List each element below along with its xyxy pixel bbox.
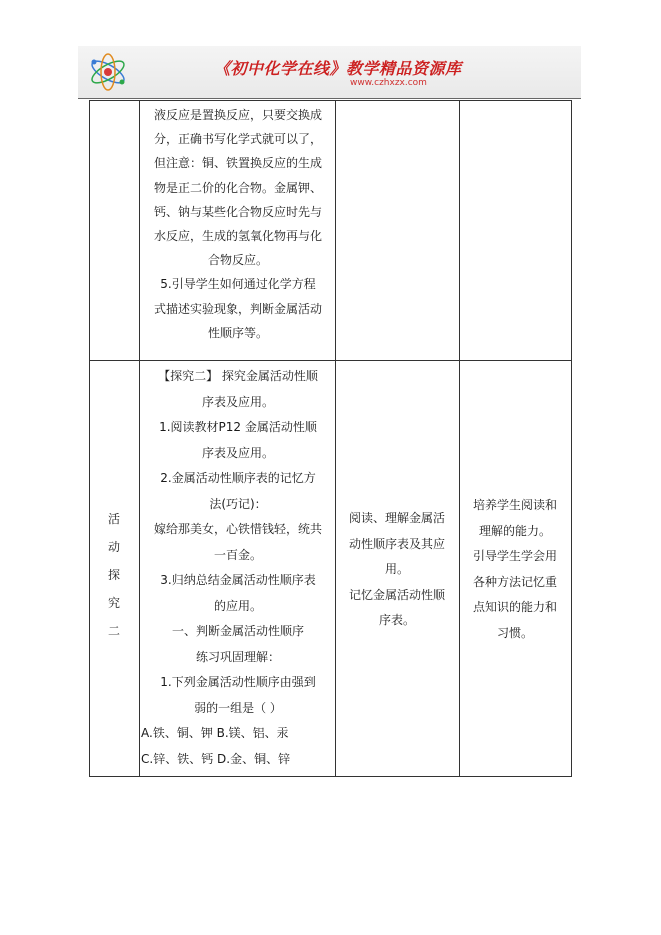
table-border-right bbox=[571, 100, 572, 777]
header-banner bbox=[78, 46, 581, 98]
text-line: 记忆金属活动性顺 bbox=[348, 587, 445, 602]
text-line: 【探究二】 探究金属活动性顺 bbox=[158, 369, 318, 383]
row2-teacher-activity bbox=[141, 364, 335, 772]
header-divider bbox=[78, 98, 581, 99]
text-line: 嫁给那美女，心铁惜钱轻，统共 bbox=[153, 522, 322, 536]
stage-char: 动 bbox=[107, 540, 120, 554]
table-divider-2 bbox=[335, 100, 336, 777]
table-row-divider bbox=[89, 360, 572, 361]
text-line: 序表。 bbox=[378, 613, 415, 627]
text-line: 练习巩固理解： bbox=[195, 649, 280, 664]
text-line: 理解的能力。 bbox=[478, 523, 551, 538]
text-line: 分，正确书写化学式就可以了， bbox=[153, 132, 322, 147]
stage-char: 二 bbox=[107, 624, 120, 638]
text-line: 培养学生阅读和 bbox=[472, 498, 557, 512]
text-line: 序表及应用。 bbox=[201, 394, 274, 409]
text-line: 但注意：铜、铁置换反应的生成 bbox=[153, 156, 322, 171]
stage-char: 究 bbox=[107, 596, 120, 610]
row2-student-activity bbox=[337, 506, 457, 634]
logo-icon bbox=[86, 52, 130, 92]
text-line: 用。 bbox=[384, 562, 409, 576]
text-line: 性顺序等。 bbox=[207, 325, 268, 340]
text-line: 引导学生学会用 bbox=[472, 549, 557, 563]
text-line: 一百金。 bbox=[213, 547, 262, 562]
text-line: 5.引导学生如何通过化学方程 bbox=[160, 277, 316, 292]
text-line: 序表及应用。 bbox=[201, 445, 274, 460]
text-line: 一、判断金属活动性顺序 bbox=[171, 624, 304, 638]
text-line: 阅读、理解金属活 bbox=[348, 511, 445, 525]
row2-design-intent bbox=[461, 493, 569, 646]
header-title: 《初中化学在线》教学精品资源库 bbox=[214, 59, 462, 78]
table-border-left bbox=[89, 100, 90, 777]
text-line: 3.归纳总结金属活动性顺序表 bbox=[160, 573, 316, 587]
text-line: 液反应是置换反应，只要交换成 bbox=[153, 108, 322, 122]
table-border-top bbox=[89, 100, 572, 101]
text-line: 1.阅读教材P12 金属活动性顺 bbox=[159, 420, 317, 434]
text-line: 式描述实验现象，判断金属活动 bbox=[153, 301, 322, 316]
stage-char: 活 bbox=[107, 512, 120, 526]
table-divider-1 bbox=[139, 100, 140, 777]
text-line: 的应用。 bbox=[213, 598, 262, 613]
text-line: 点知识的能力和 bbox=[472, 600, 557, 614]
table-border-bottom bbox=[89, 776, 572, 777]
header-url: www.czhxzx.com bbox=[350, 78, 427, 88]
text-line: C.锌、铁、钙 D.金、铜、锌 bbox=[141, 751, 291, 766]
text-line: 水反应，生成的氢氧化物再与化 bbox=[153, 229, 322, 244]
text-line: 2.金属活动性顺序表的记忆方 bbox=[160, 471, 316, 485]
text-line: 法(巧记)： bbox=[209, 496, 267, 511]
stage-char: 探 bbox=[107, 568, 120, 582]
row1-teacher-activity bbox=[141, 103, 335, 345]
row2-stage-label bbox=[89, 505, 139, 645]
table-divider-3 bbox=[459, 100, 460, 777]
text-line: 各种方法记忆重 bbox=[472, 574, 557, 589]
text-line: 钙、钠与某些化合物反应时先与 bbox=[153, 204, 322, 219]
text-line: 合物反应。 bbox=[207, 253, 268, 268]
text-line: 1.下列金属活动性顺序由强到 bbox=[160, 675, 316, 689]
text-line: 动性顺序表及其应 bbox=[348, 536, 445, 551]
text-line: 习惯。 bbox=[496, 625, 533, 640]
text-line: 物是正二价的化合物。金属钾、 bbox=[153, 180, 322, 195]
text-line: 弱的一组是（ ） bbox=[194, 700, 282, 715]
text-line: A.铁、铜、钾 B.镁、铝、汞 bbox=[141, 726, 289, 740]
